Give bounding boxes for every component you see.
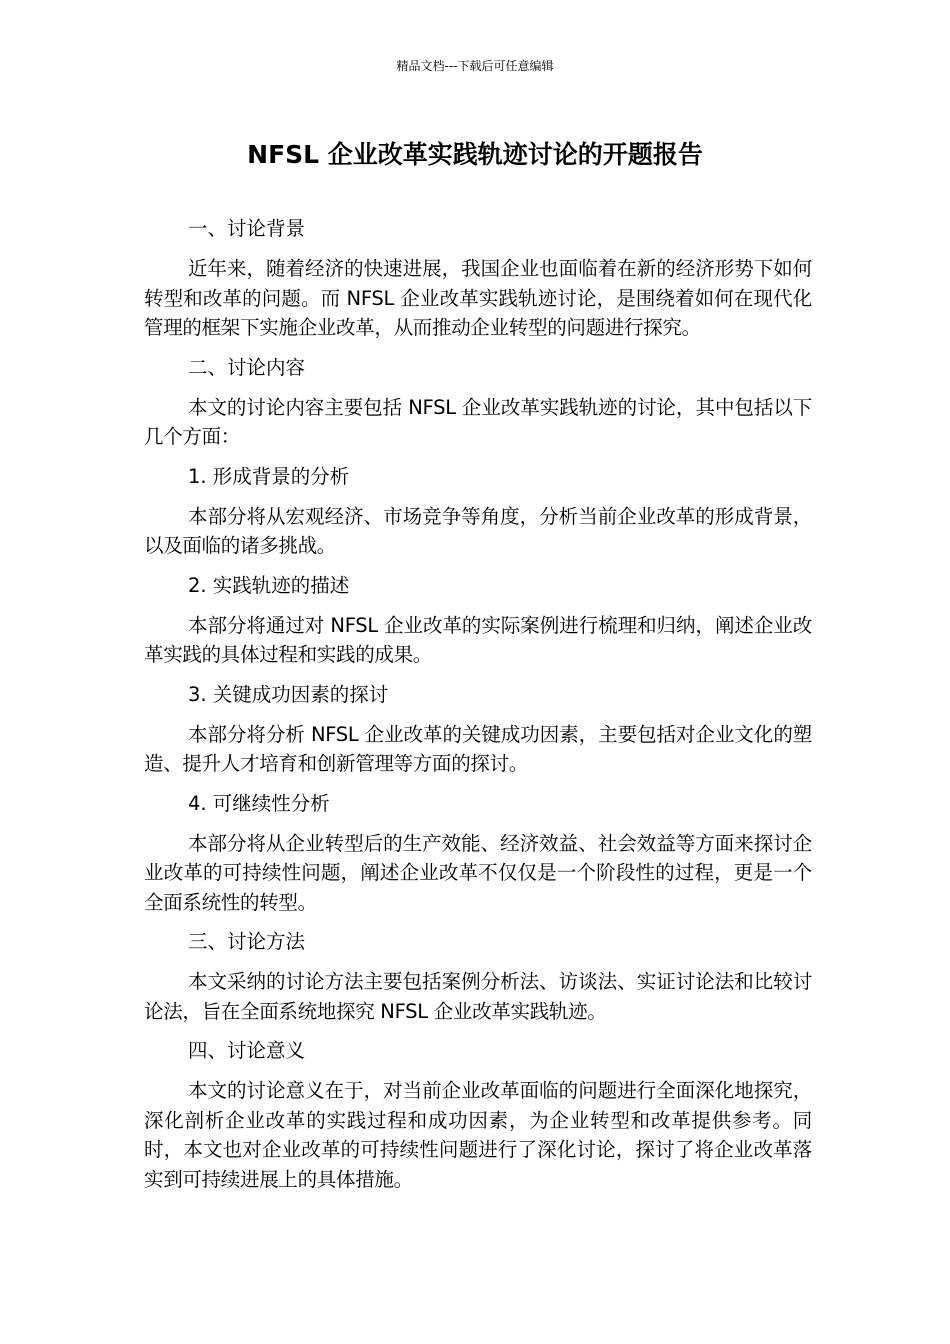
- paragraph-significance: 本文的讨论意义在于，对当前企业改革面临的问题进行全面深化地探究，深化剖析企业改革的实践过程和成功因素，为企业转型和改革提供参考。同时，本文也对企业改革的可持续性问题进行了深化讨论，探讨了将企业改革落实到可持续进展上的具体措施。: [144, 1079, 812, 1191]
- header-note: 精品文档---下载后可任意编辑: [396, 59, 554, 73]
- paragraph-subsection-2: 本部分将通过对 NFSL 企业改革的实际案例进行梳理和归纳，阐述企业改革实践的具体过程和实践的成果。: [144, 613, 812, 666]
- paragraph-subsection-1: 本部分将从宏观经济、市场竞争等角度，分析当前企业改革的形成背景，以及面临的诸多挑战。: [144, 504, 812, 557]
- section-heading-content: 二、讨论内容: [188, 355, 306, 379]
- section-heading-method: 三、讨论方法: [188, 930, 306, 953]
- paragraph-background: 近年来，随着经济的快速进展，我国企业也面临着在新的经济形势下如何转型和改革的问题。而 NFSL 企业改革实践轨迹讨论，是围绕着如何在现代化管理的框架下实施企业改革，从而推动企业转型的问题进行探究。: [144, 257, 812, 339]
- section-heading-background: 一、讨论背景: [188, 217, 306, 240]
- document-body: [144, 214, 812, 1204]
- subsection-heading-1: 1. 形成背景的分析: [188, 464, 350, 488]
- document-title: NFSL 企业改革实践轨迹讨论的开题报告: [247, 140, 703, 169]
- subsection-heading-4: 4. 可继续性分析: [188, 791, 330, 815]
- paragraph-method: 本文采纳的讨论方法主要包括案例分析法、访谈法、实证讨论法和比较讨论法，旨在全面系统地探究 NFSL 企业改革实践轨迹。: [144, 970, 812, 1023]
- subsection-heading-2: 2. 实践轨迹的描述: [188, 573, 350, 597]
- paragraph-subsection-3: 本部分将分析 NFSL 企业改革的关键成功因素，主要包括对企业文化的塑造、提升人才培育和创新管理等方面的探讨。: [144, 722, 812, 775]
- paragraph-subsection-4: 本部分将从企业转型后的生产效能、经济效益、社会效益等方面来探讨企业改革的可持续性问题，阐述企业改革不仅仅是一个阶段性的过程，更是一个全面系统性的转型。: [144, 831, 812, 914]
- subsection-heading-3: 3. 关键成功因素的探讨: [188, 682, 389, 706]
- section-heading-significance: 四、讨论意义: [188, 1039, 306, 1062]
- paragraph-content: 本文的讨论内容主要包括 NFSL 企业改革实践轨迹的讨论，其中包括以下几个方面：: [144, 395, 812, 448]
